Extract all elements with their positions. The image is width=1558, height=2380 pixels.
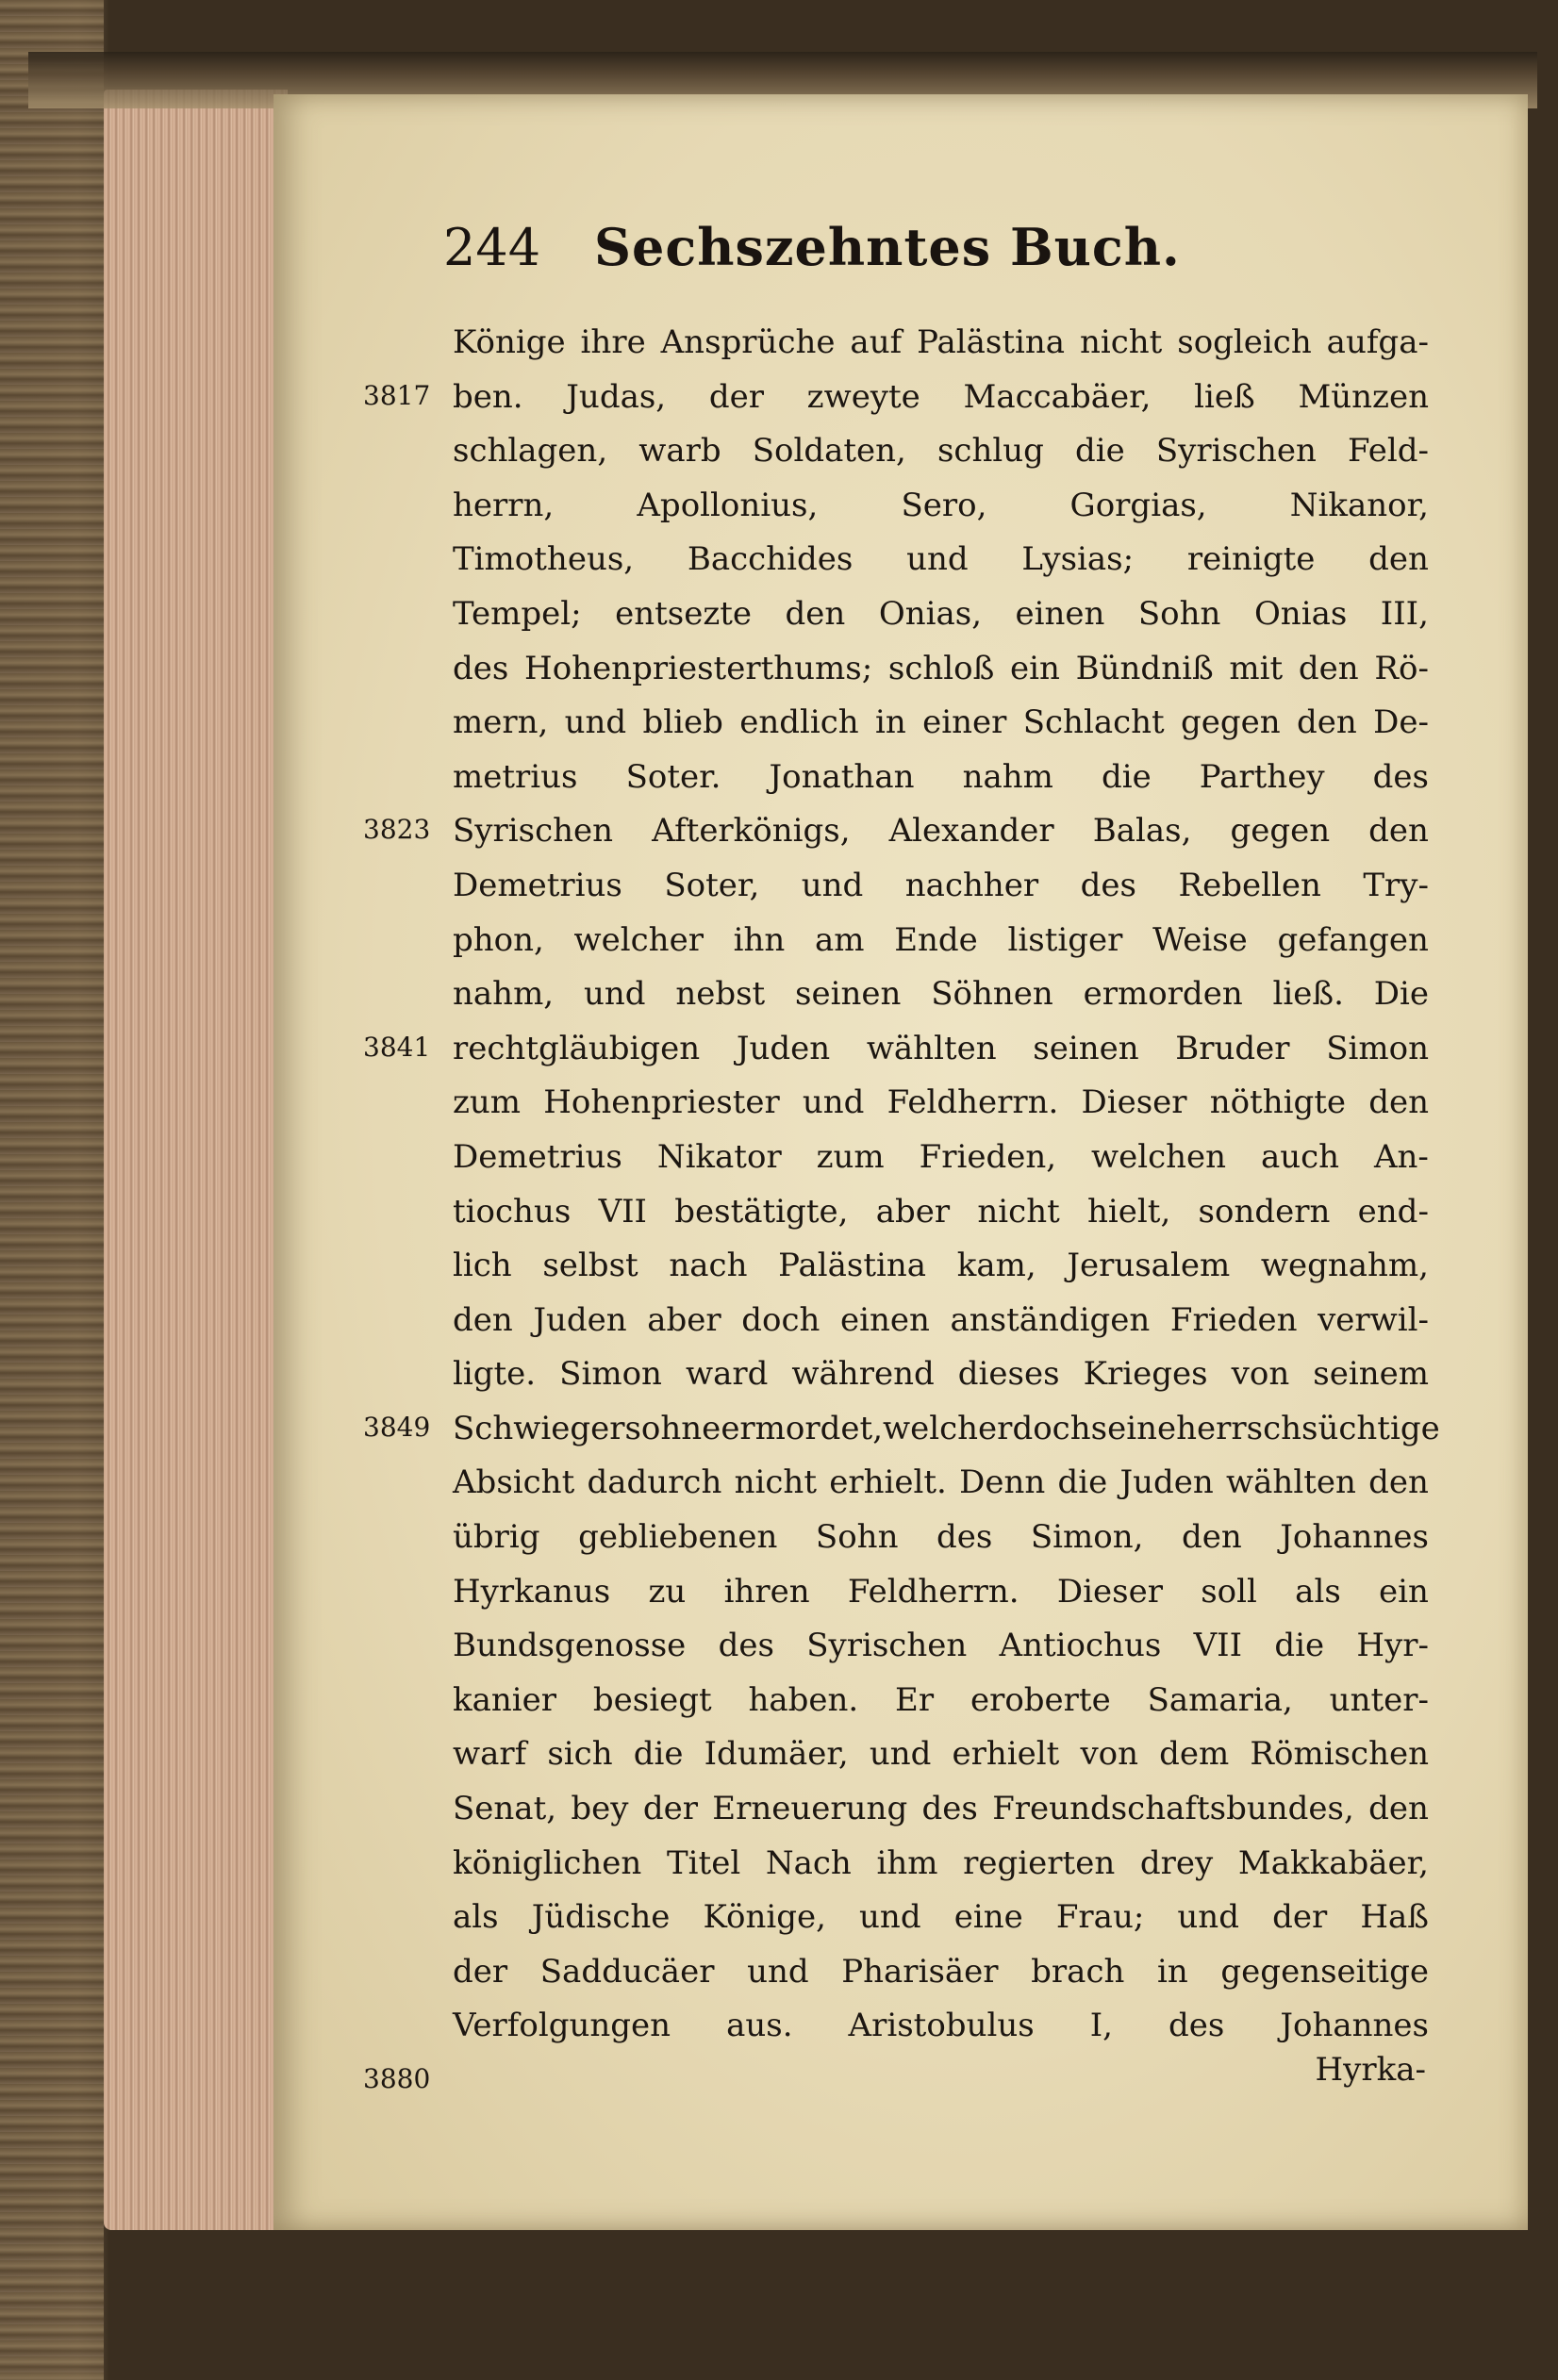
text-line: als Jüdische Könige, und eine Frau; und der Haß: [453, 1898, 1429, 1937]
text-line: zum Hohenpriester und Feldherrn. Dieser nöthigte den: [453, 1083, 1429, 1122]
margin-year: 3817: [363, 379, 431, 411]
body-text: [453, 316, 1440, 2054]
text-line: metrius Soter. Jonathan nahm die Parthey des: [453, 757, 1429, 796]
text-line: lich selbst nach Palästina kam, Jerusalem wegnahm,: [453, 1247, 1429, 1285]
text-line: der Sadducäer und Pharisäer brach in gegenseitige: [453, 1952, 1429, 1991]
text-line: Senat, bey der Erneuerung des Freundschaftsbundes, den: [453, 1790, 1429, 1828]
text-line: des Hohenpriesterthums; schloß ein Bündniß mit den Rö-: [453, 649, 1429, 687]
text-line: den Juden aber doch einen anständigen Frieden verwil-: [453, 1300, 1429, 1339]
text-line: Könige ihre Ansprüche auf Palästina nicht sogleich aufga-: [453, 323, 1429, 361]
text-line: Absicht dadurch nicht erhielt. Denn die Juden wählten den: [453, 1463, 1429, 1502]
text-line: Schwiegersohne ermordet, welcher doch seine herrschsüchtige: [453, 1409, 1440, 1447]
text-line: ligte. Simon ward während dieses Krieges von seinem: [453, 1355, 1429, 1394]
text-line: übrig gebliebenen Sohn des Simon, den Johannes: [453, 1518, 1429, 1557]
text-line: herrn, Apollonius, Sero, Gorgias, Nikanor,: [453, 486, 1429, 524]
text-line: Demetrius Nikator zum Frieden, welchen auch An-: [453, 1137, 1429, 1176]
text-line: ben. Judas, der zweyte Maccabäer, ließ Münzen: [453, 377, 1429, 416]
text-line: warf sich die Idumäer, und erhielt von dem Römischen: [453, 1735, 1429, 1774]
text-line: Tempel; entsezte den Onias, einen Sohn Onias III,: [453, 594, 1429, 633]
text-line: Syrischen Afterkönigs, Alexander Balas, gegen den: [453, 812, 1429, 851]
text-line: schlagen, warb Soldaten, schlug die Syrischen Feld-: [453, 432, 1429, 471]
margin-year: 3841: [363, 1031, 431, 1063]
text-line: phon, welcher ihn am Ende listiger Weise gefangen: [453, 920, 1429, 959]
page-number: 244: [443, 218, 541, 277]
catchword: Hyrka-: [1315, 2051, 1426, 2089]
text-line: tiochus VII bestätigte, aber nicht hielt, sondern end-: [453, 1192, 1429, 1231]
margin-year: 3849: [363, 1412, 431, 1443]
text-line: Timotheus, Bacchides und Lysias; reinigte den: [453, 540, 1429, 579]
text-line: rechtgläubigen Juden wählten seinen Bruder Simon: [453, 1029, 1429, 1067]
text-line: Demetrius Soter, und nachher des Rebellen Try-: [453, 866, 1429, 904]
running-head: Sechszehntes Buch.: [594, 217, 1181, 277]
text-line: Verfolgungen aus. Aristobulus I, des Johannes: [453, 2007, 1429, 2045]
text-line: nahm, und nebst seinen Söhnen ermorden ließ. Die: [453, 975, 1429, 1014]
text-line: Bundsgenosse des Syrischen Antiochus VII die Hyr-: [453, 1627, 1429, 1665]
margin-year: 3880: [363, 2063, 431, 2095]
page-stack-edges: [104, 90, 288, 2230]
text-line: Hyrkanus zu ihren Feldherrn. Dieser soll als ein: [453, 1572, 1429, 1611]
page-header: [443, 217, 1181, 283]
margin-year: 3823: [363, 814, 431, 846]
book-spine-edge: [0, 0, 104, 2380]
text-line: kanier besiegt haben. Er eroberte Samaria, unter-: [453, 1680, 1429, 1719]
text-line: königlichen Titel Nach ihm regierten drey Makkabäer,: [453, 1843, 1429, 1882]
text-line: mern, und blieb endlich in einer Schlacht gegen den De-: [453, 703, 1429, 742]
